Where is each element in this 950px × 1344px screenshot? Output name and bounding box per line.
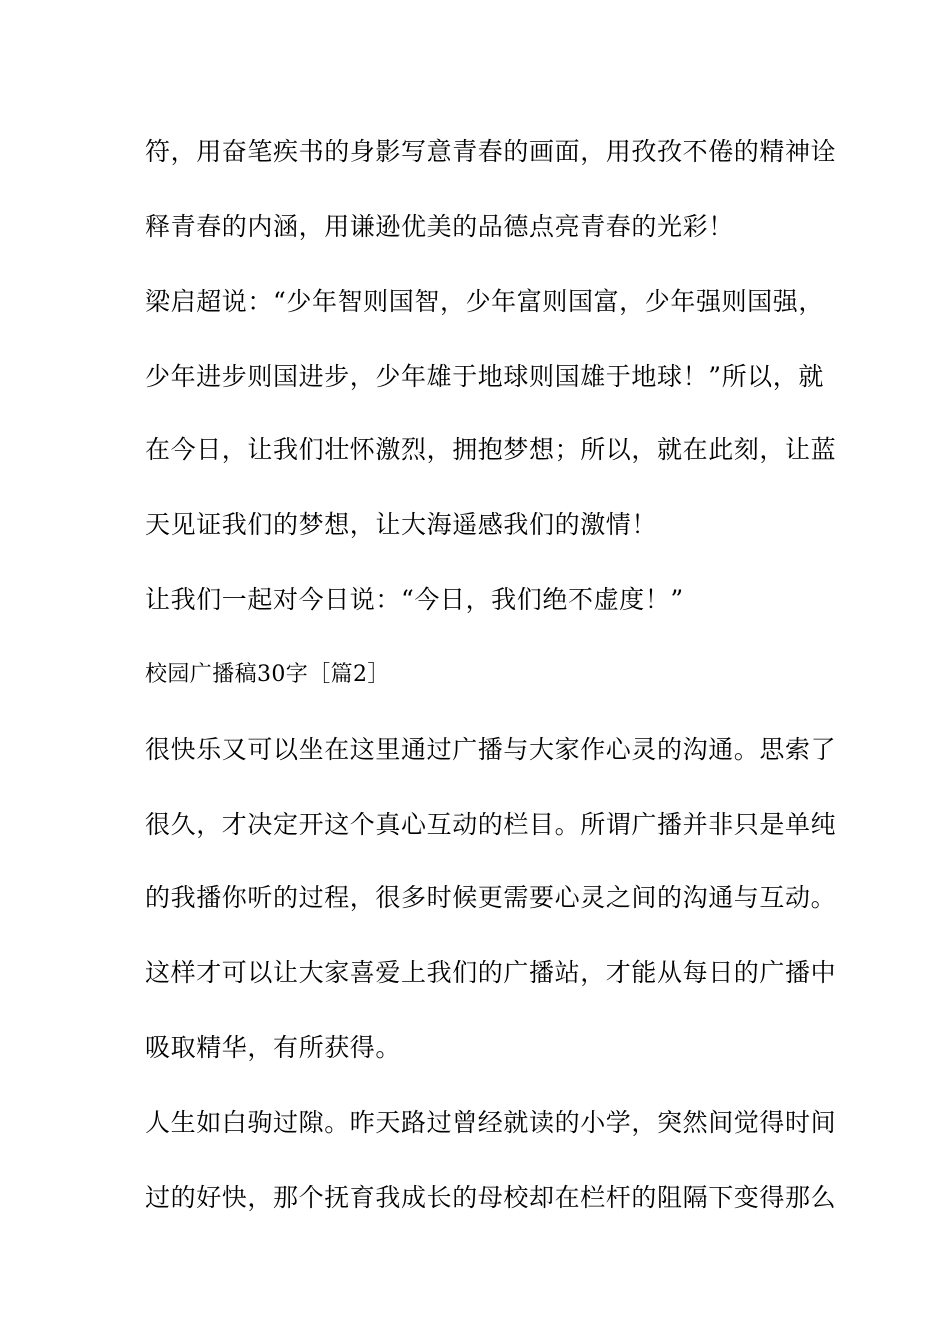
- paragraph-4-line-2: 很久，才决定开这个真心互动的栏目。所谓广播并非只是单纯: [145, 810, 837, 839]
- paragraph-2-line-4: 天见证我们的梦想，让大海遥感我们的激情！: [145, 510, 658, 539]
- paragraph-4-line-5: 吸取精华，有所获得。: [145, 1033, 402, 1062]
- section-heading: 校园广播稿30字［篇2］: [145, 662, 390, 687]
- paragraph-5-line-2: 过的好快，那个抚育我成长的母校却在栏杆的阻隔下变得那么: [145, 1183, 837, 1212]
- paragraph-3-line-1: 让我们一起对今日说：“今日，我们绝不虚度！”: [145, 585, 684, 614]
- paragraph-4-line-4: 这样才可以让大家喜爱上我们的广播站，才能从每日的广播中: [145, 958, 837, 987]
- paragraph-4-line-3: 的我播你听的过程，很多时候更需要心灵之间的沟通与互动。: [145, 883, 837, 912]
- paragraph-2-line-3: 在今日，让我们壮怀激烈，拥抱梦想；所以，就在此刻，让蓝: [145, 435, 837, 464]
- paragraph-2-line-1: 梁启超说：“少年智则国智，少年富则国富，少年强则国强，: [145, 287, 824, 316]
- paragraph-1-line-2: 释青春的内涵，用谦逊优美的品德点亮青春的光彩！: [145, 212, 734, 241]
- paragraph-2-line-2: 少年进步则国进步，少年雄于地球则国雄于地球！”所以，就: [145, 362, 824, 391]
- paragraph-1-line-1: 符，用奋笔疾书的身影写意青春的画面，用孜孜不倦的精神诠: [145, 137, 837, 166]
- paragraph-5-line-1: 人生如白驹过隙。昨天路过曾经就读的小学，突然间觉得时间: [145, 1108, 837, 1137]
- paragraph-4-line-1: 很快乐又可以坐在这里通过广播与大家作心灵的沟通。思索了: [145, 735, 837, 764]
